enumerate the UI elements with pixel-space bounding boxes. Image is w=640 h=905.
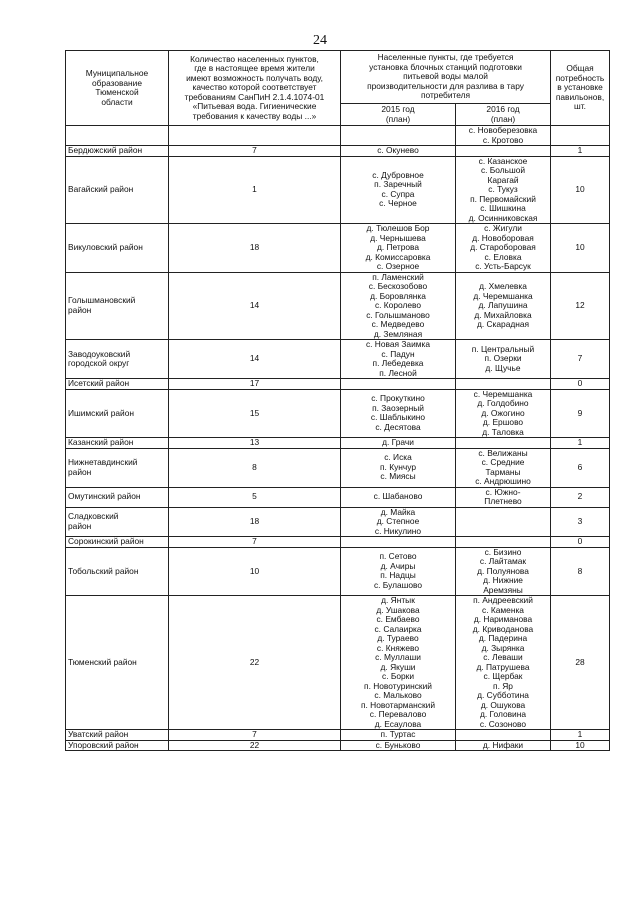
cell-line: д. Майка xyxy=(380,507,416,517)
settlements-2016 xyxy=(456,507,551,537)
cell-line: д. Земляная xyxy=(373,329,423,339)
cell-line: Плетнево xyxy=(484,497,522,506)
table-cell xyxy=(341,126,456,146)
cell-line: д. Нижние xyxy=(483,576,523,585)
settlements-count: 18 xyxy=(169,507,341,537)
settlements-count: 18 xyxy=(169,224,341,273)
cell-line: Нижнетавдинский xyxy=(68,458,138,467)
cell-line: д. Скарадная xyxy=(476,320,530,329)
cell-line: д. Головина xyxy=(479,710,527,719)
header-settlements-need xyxy=(341,51,551,104)
cell-line: п. Озерки xyxy=(484,354,522,364)
cell-line: д. Боровлянка xyxy=(370,291,426,301)
cell-line: Исетский район xyxy=(68,379,130,388)
cell-line: с. Еловка xyxy=(484,252,522,262)
table-row xyxy=(66,537,610,548)
cell-line: требования к качеству воды ...» xyxy=(192,111,317,121)
municipality-name xyxy=(66,448,169,487)
cell-line: д. Хмелевка xyxy=(479,282,527,291)
total-need: 10 xyxy=(551,156,610,224)
cell-line: требованиям СанПиН 2.1.4.1074-01 xyxy=(184,92,325,102)
cell-line: потребителя xyxy=(420,91,471,101)
cell-line: с. Булашово xyxy=(373,580,423,590)
settlements-2016 xyxy=(456,379,551,390)
cell-line: д. Голдобино xyxy=(477,399,529,408)
cell-line: с. Озерное xyxy=(376,262,420,271)
cell-line: с. Леваши xyxy=(483,653,523,662)
cell-line: с. Новоберезовка xyxy=(468,126,538,135)
total-need: 28 xyxy=(551,596,610,730)
municipality-name xyxy=(66,507,169,537)
municipality-name xyxy=(66,547,169,596)
cell-line: с. Жигули xyxy=(484,224,522,233)
total-need: 1 xyxy=(551,146,610,157)
cell-line: д. Михайловка xyxy=(474,310,532,320)
cell-line: д. Зырянка xyxy=(481,643,525,653)
cell-line: (план) xyxy=(490,114,516,124)
total-need: 10 xyxy=(551,224,610,273)
cell-line: район xyxy=(68,521,92,531)
cell-line: п. Сетово xyxy=(379,552,417,562)
table-row xyxy=(66,379,610,390)
cell-line: д. Тураево xyxy=(377,634,419,643)
settlements-2015 xyxy=(341,448,456,487)
municipality-name xyxy=(66,730,169,741)
cell-line: с. Иска xyxy=(384,453,412,463)
municipality-name xyxy=(66,438,169,449)
cell-line: «Питьевая вода. Гигиенические xyxy=(192,102,317,112)
settlements-2016 xyxy=(456,156,551,224)
cell-line: д. Щучье xyxy=(485,363,521,373)
cell-line: д. Степное xyxy=(376,517,420,526)
settlements-2015 xyxy=(341,438,456,449)
table-cell xyxy=(551,126,610,146)
table-row xyxy=(66,448,610,487)
cell-line: п. Первомайский xyxy=(470,194,536,204)
municipality-name xyxy=(66,224,169,273)
cell-line: с. Южно- xyxy=(485,487,521,497)
cell-line: п. Туртас xyxy=(380,730,416,739)
municipality-name xyxy=(66,596,169,730)
table-row xyxy=(66,146,610,157)
cell-line: д. Янтык xyxy=(381,596,415,605)
cell-line: д. Есаулова xyxy=(374,719,422,729)
table-row xyxy=(66,596,610,730)
settlements-count: 14 xyxy=(169,272,341,340)
cell-line: 2016 год xyxy=(486,105,520,115)
total-need: 2 xyxy=(551,487,610,507)
cell-line: Тюменский район xyxy=(68,657,137,667)
cell-line: Казанский район xyxy=(68,438,134,447)
cell-line: д. Падерина xyxy=(478,634,528,643)
table-row xyxy=(66,340,610,379)
table-row xyxy=(66,547,610,596)
cell-line: с. Усть-Барсук xyxy=(475,262,531,271)
cell-line: д. Осинниковская xyxy=(468,213,538,223)
cell-line: установка блочных станций подготовки xyxy=(369,62,522,72)
cell-line: в установке xyxy=(557,83,603,93)
settlements-2016 xyxy=(456,340,551,379)
cell-line: д. Ачиры xyxy=(380,561,416,571)
table-row xyxy=(66,507,610,537)
cell-line: с. Велижаны xyxy=(478,448,528,458)
cell-line: д. Таловка xyxy=(482,427,524,437)
cell-line: с. Шабаново xyxy=(373,492,423,502)
cell-line: шт. xyxy=(574,102,586,112)
cell-line: с. Тукуз xyxy=(488,185,518,194)
total-need: 1 xyxy=(551,730,610,741)
settlements-2016 xyxy=(456,389,551,438)
total-need: 6 xyxy=(551,448,610,487)
cell-line: Тобольский район xyxy=(68,566,139,576)
cell-line: с. Борки xyxy=(382,672,414,681)
table-row xyxy=(66,740,610,751)
cell-line: с. Медведево xyxy=(371,320,425,329)
cell-line: городской округ xyxy=(68,359,130,368)
header-municipality xyxy=(66,51,169,126)
cell-line: с. Буньково xyxy=(375,740,421,750)
settlements-2015 xyxy=(341,340,456,379)
cell-line: с. Кротово xyxy=(482,135,524,145)
settlements-2016 xyxy=(456,740,551,751)
settlements-2016 xyxy=(456,438,551,449)
cell-line: Ишимский район xyxy=(68,408,134,418)
table-row xyxy=(66,272,610,340)
cell-line: д. Нариманова xyxy=(473,615,533,624)
cell-line: д. Полуянова xyxy=(477,566,529,576)
settlements-2016 xyxy=(456,547,551,596)
municipality-name xyxy=(66,272,169,340)
cell-line: Муниципальное xyxy=(85,69,149,78)
header-year-2015 xyxy=(341,104,456,126)
cell-line: д. Нифаки xyxy=(482,740,524,750)
cell-line: д. Ушакова xyxy=(376,605,420,615)
cell-line: с. Перевалово xyxy=(369,710,427,719)
cell-line: д. Субботина xyxy=(477,691,529,700)
cell-line: с. Большой xyxy=(480,166,526,175)
settlements-count: 1 xyxy=(169,156,341,224)
settlements-count: 14 xyxy=(169,340,341,379)
municipality-name xyxy=(66,156,169,224)
total-need: 3 xyxy=(551,507,610,537)
cell-line: д. Черемшанка xyxy=(473,291,533,301)
settlements-2015 xyxy=(341,156,456,224)
municipality-name xyxy=(66,340,169,379)
cell-line: с. Щербак xyxy=(483,672,523,681)
cell-line: с. Созоново xyxy=(479,719,527,729)
settlements-count: 22 xyxy=(169,596,341,730)
cell-line: п. Лесной xyxy=(379,368,417,378)
cell-line: с. Шаблыкино xyxy=(370,413,426,423)
settlements-2015 xyxy=(341,547,456,596)
cell-line: с. Голышманово xyxy=(366,310,430,320)
cell-line: области xyxy=(101,97,133,107)
cell-line: Сорокинский район xyxy=(68,537,144,546)
total-need: 0 xyxy=(551,537,610,548)
cell-line: Общая xyxy=(566,64,594,74)
settlements-2015 xyxy=(341,224,456,273)
total-need: 10 xyxy=(551,740,610,751)
cell-line: потребность xyxy=(555,73,605,83)
municipality-name xyxy=(66,487,169,507)
cell-line: с. Десятова xyxy=(375,422,421,432)
cell-line: с. Средние xyxy=(481,458,525,467)
cell-line: Количество населенных пунктов, xyxy=(190,54,319,64)
table-cell xyxy=(169,126,341,146)
settlements-2016 xyxy=(456,537,551,548)
cell-line: д. Патрушева xyxy=(476,662,530,672)
page-number: 24 xyxy=(313,33,327,48)
total-need: 9 xyxy=(551,389,610,438)
table-row xyxy=(66,156,610,224)
total-need: 12 xyxy=(551,272,610,340)
cell-line: с. Миясы xyxy=(380,472,416,482)
settlements-count: 10 xyxy=(169,547,341,596)
cell-line: с. Черемшанка xyxy=(473,389,533,399)
cell-line: д. Грачи xyxy=(382,438,414,447)
header-row xyxy=(66,51,610,104)
cell-line: с. Андрюшино xyxy=(475,477,531,486)
cell-line: д. Криводанова xyxy=(472,624,534,634)
settlements-2015 xyxy=(341,537,456,548)
cell-line: Сладковский xyxy=(68,512,119,522)
cell-line: район xyxy=(68,305,92,315)
table-row xyxy=(66,730,610,741)
settlements-count: 7 xyxy=(169,537,341,548)
cell-line: п. Надцы xyxy=(380,571,416,581)
cell-line: п. Центральный xyxy=(471,344,535,354)
settlements-2016 xyxy=(456,272,551,340)
cell-line: п. Кунчур xyxy=(380,462,416,472)
cell-line: с. Новая Заимка xyxy=(365,340,431,349)
header-total-need xyxy=(551,51,610,126)
table-body xyxy=(66,126,610,751)
total-need: 8 xyxy=(551,547,610,596)
settlements-2015 xyxy=(341,146,456,157)
cell-line: д. Новоборовая xyxy=(472,233,534,243)
cell-line: питьевой воды малой xyxy=(403,72,488,82)
settlements-count: 5 xyxy=(169,487,341,507)
cell-line: с. Дубровное xyxy=(372,170,424,180)
settlements-count: 13 xyxy=(169,438,341,449)
cell-line: Аремзяны xyxy=(483,585,523,595)
table-row xyxy=(66,438,610,449)
settlements-2016 xyxy=(456,224,551,273)
cell-line: п. Ламенский xyxy=(372,272,424,282)
cell-line: д. Ожогино xyxy=(481,408,525,418)
cell-line: д. Староборовая xyxy=(470,243,536,252)
cell-line: п. Заозерный xyxy=(372,403,424,413)
table-cell xyxy=(456,126,551,146)
settlements-2015 xyxy=(341,740,456,751)
cell-line: Голышмановский xyxy=(68,296,136,306)
table-cell xyxy=(66,126,169,146)
cell-line: д. Ершово xyxy=(482,418,524,427)
total-need: 0 xyxy=(551,379,610,390)
cell-line: имеют возможность получать воду, xyxy=(186,73,323,83)
cell-line: п. Заречный xyxy=(374,180,422,190)
table-row xyxy=(66,224,610,273)
cell-line: Викуловский район xyxy=(68,243,143,252)
cell-line: Тарманы xyxy=(485,467,521,477)
cell-line: д. Ошукова xyxy=(480,700,526,710)
cell-line: д. Тюлешов Бор xyxy=(366,224,430,233)
cell-line: с. Ембаево xyxy=(376,615,420,624)
cell-line: д. Комиссаровка xyxy=(365,252,431,262)
cell-line: 2015 год xyxy=(381,105,415,115)
settlements-2015 xyxy=(341,507,456,537)
cell-line: Вагайский район xyxy=(68,185,134,194)
settlements-2016 xyxy=(456,487,551,507)
cell-line: п. Лебедевка xyxy=(372,359,424,368)
settlements-2016 xyxy=(456,730,551,741)
settlements-2016 xyxy=(456,596,551,730)
cell-line: с. Никулино xyxy=(374,526,422,536)
cell-line: д. Петрова xyxy=(376,243,420,252)
cell-line: п. Новотуринский xyxy=(364,681,432,691)
cell-line: Карагай xyxy=(487,175,519,185)
cell-line: с. Княжево xyxy=(376,643,420,653)
cell-line: Населенные пункты, где требуется xyxy=(377,53,514,63)
cell-line: с. Супра xyxy=(381,189,415,199)
settlements-2015 xyxy=(341,272,456,340)
cell-line: с. Казанское xyxy=(478,156,528,166)
municipality-name xyxy=(66,740,169,751)
settlements-2015 xyxy=(341,596,456,730)
cell-line: с. Черное xyxy=(379,199,417,209)
cell-line: с. Шишкина xyxy=(480,204,526,213)
table-header xyxy=(66,51,610,126)
cell-line: с. Прокуткино xyxy=(371,394,425,404)
cell-line: п. Яр xyxy=(493,681,513,691)
cell-line: павильонов, xyxy=(555,92,605,102)
total-need: 1 xyxy=(551,438,610,449)
settlements-2015 xyxy=(341,730,456,741)
cell-line: д. Якуши xyxy=(380,662,416,672)
municipality-name xyxy=(66,389,169,438)
cell-line: п. Андреевский xyxy=(473,596,533,605)
cell-line: где в настоящее время жители xyxy=(194,64,315,74)
cell-line: с. Бескозобово xyxy=(368,282,428,291)
cell-line: Уватский район xyxy=(68,730,129,739)
table-row xyxy=(66,389,610,438)
header-year-2016 xyxy=(456,104,551,126)
cell-line: д. Чернышева xyxy=(370,233,426,243)
municipality-name xyxy=(66,146,169,157)
cell-line: с. Королево xyxy=(374,301,422,310)
cell-line: п. Новотарманский xyxy=(360,700,436,710)
cell-line: (план) xyxy=(385,114,411,124)
cell-line: Заводоуковский xyxy=(68,349,131,359)
cell-line: Омутинский район xyxy=(68,492,141,502)
cell-line: качество которой соответствует xyxy=(192,83,317,93)
settlements-2016 xyxy=(456,448,551,487)
settlements-count: 22 xyxy=(169,740,341,751)
cell-line: д. Лапушина xyxy=(478,301,528,310)
table-row xyxy=(66,126,610,146)
settlements-count: 8 xyxy=(169,448,341,487)
total-need: 7 xyxy=(551,340,610,379)
cell-line: Бердюжский район xyxy=(68,146,143,155)
table-row xyxy=(66,487,610,507)
cell-line: с. Бизино xyxy=(484,547,522,557)
cell-line: Упоровский район xyxy=(68,740,139,750)
municipality-name xyxy=(66,537,169,548)
cell-line: образование xyxy=(91,78,143,88)
cell-line: с. Падун xyxy=(381,349,415,359)
cell-line: с. Лайтамак xyxy=(479,557,527,566)
cell-line: с. Мальково xyxy=(374,691,422,700)
cell-line: производительности для разлива в тару xyxy=(367,81,524,91)
cell-line: с. Каменка xyxy=(482,605,524,615)
settlements-count: 17 xyxy=(169,379,341,390)
municipality-name xyxy=(66,379,169,390)
settlements-count: 7 xyxy=(169,730,341,741)
cell-line: Тюменской xyxy=(95,88,139,97)
cell-line: район xyxy=(68,467,92,477)
settlements-2015 xyxy=(341,487,456,507)
settlements-2015 xyxy=(341,379,456,390)
header-settlements-count xyxy=(169,51,341,126)
settlements-2015 xyxy=(341,389,456,438)
settlements-count: 15 xyxy=(169,389,341,438)
cell-line: с. Салаирка xyxy=(374,624,422,634)
settlements-count: 7 xyxy=(169,146,341,157)
settlements-2016 xyxy=(456,146,551,157)
cell-line: с. Муллаши xyxy=(375,653,421,662)
settlements-table xyxy=(65,50,610,751)
cell-line: с. Окунево xyxy=(377,146,419,155)
